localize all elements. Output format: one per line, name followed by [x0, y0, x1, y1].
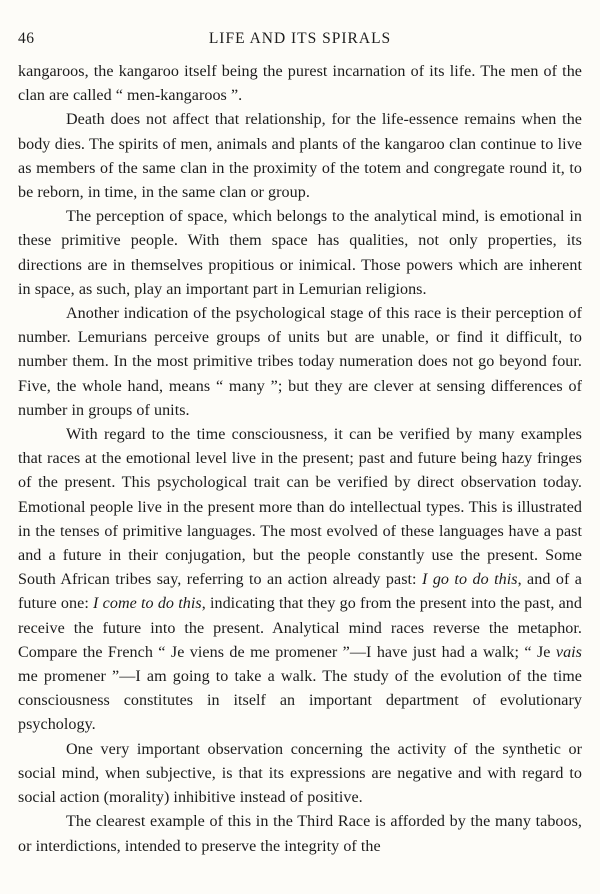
- text-run: me promener ”—I am going to take a walk. The study of the evolution of the time consciousness constitutes in itself an important department of evolutionary psychology.: [18, 668, 582, 734]
- page-number: 46: [18, 30, 35, 47]
- text-run: , indicating that they go from the present into the past, and receive the future into the present. Analytical mind races reverse the metaphor. Compare the French “ Je viens de me promener ”—I have just had a walk; “ Je: [18, 595, 582, 661]
- text-run: The clearest example of this in the Third Race is afforded by the many taboos, or interdictions, intended to preserve the integrity of the: [18, 813, 582, 855]
- paragraph: [18, 810, 582, 858]
- text-run: Another indication of the psychological stage of this race is their perception of number. Lemurians perceive groups of units but are unable, or find it difficult, to number them. In the most primitive tribes today numeration does not go beyond four. Five, the whole hand, means “ many ”; but they are clever at sensing differences of number in groups of units.: [18, 305, 582, 419]
- paragraph: [18, 738, 582, 811]
- paragraph: [18, 302, 582, 423]
- text-run: With regard to the time consciousness, it can be verified by many examples that races at the emotional level live in the present; past and future being hazy fringes of the present. This psychological trait can be verified by direct observation today. Emotional people live in the present more than do intellectual types. This is illustrated in the tenses of primitive languages. The most evolved of these languages have a past and a future in their conjugation, but the people constantly use the present. Some South African tribes say, referring to an action already past:: [18, 426, 582, 589]
- italic-text: I come to do this: [93, 595, 202, 613]
- running-title: LIFE AND ITS SPIRALS: [208, 30, 392, 47]
- paragraph: [18, 205, 582, 302]
- body-text: [18, 60, 582, 859]
- italic-text: vais: [555, 643, 582, 661]
- text-run: kangaroos, the kangaroo itself being the purest incarnation of its life. The men of the clan are called “ men-kangaroos ”.: [18, 63, 582, 105]
- paragraph: [18, 108, 582, 205]
- text-run: Death does not affect that relationship, for the life-essence remains when the body dies. The spirits of men, animals and plants of the kangaroo clan continue to live as members of the same clan in the proximity of the totem and congregate round it, to be reborn, in time, in the same clan or group.: [18, 111, 582, 202]
- text-run: The perception of space, which belongs to the analytical mind, is emotional in these primitive people. With them space has qualities, not only properties, its directions are in themselves propitious or inimical. Those powers which are inherent in space, as such, play an important part in Lemurian religions.: [18, 208, 582, 298]
- text-run: One very important observation concerning the activity of the synthetic or social mind, when subjective, is that its expressions are negative and with regard to social action (morality) inhibitive instead of positive.: [18, 740, 582, 807]
- paragraph: [18, 60, 582, 108]
- italic-text: I go to do this: [421, 571, 518, 589]
- page-header: [18, 30, 582, 54]
- text-run: , and of a future one:: [18, 571, 582, 613]
- paragraph: [18, 423, 582, 738]
